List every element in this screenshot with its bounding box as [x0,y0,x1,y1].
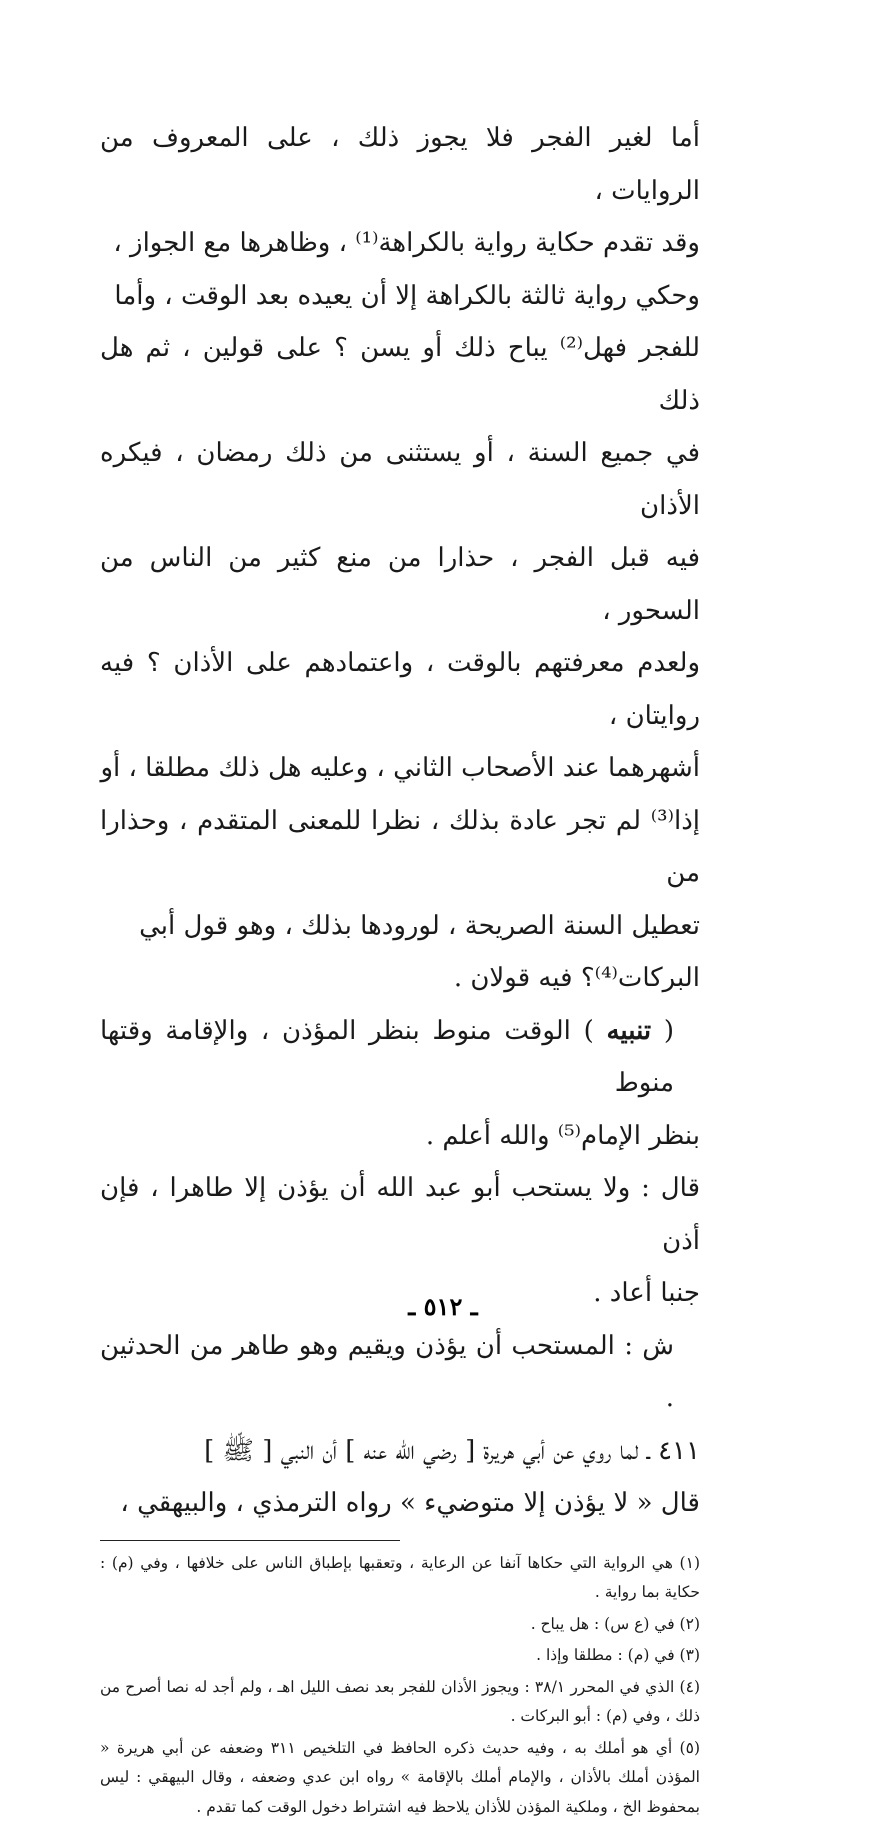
qala-line: قال : ولا يستحب أبو عبد الله أن يؤذن إلا طاهرا ، فإن أذن [100,1173,700,1256]
text-line: بنظر الإمام⁽⁵⁾ والله أعلم . [425,1120,700,1151]
footnote: (٥) أي هو أملك به ، وفيه حديث ذكره الحافظ في التلخيص ٣١١ وضعفه عن أبي هريرة « المؤذن أملك بالأذان ، والإمام أملك بالإقامة » رواه ابن عدي وضعفه ، وقال البيهقي : ليس بمحفوظ الخ ، وملكية المؤذن للأذان يلاحظ فيه اشتراط دخول الوقت كما تقدم . [100,1738,700,1816]
text-line: البركات⁽⁴⁾؟ فيه قولان . [453,963,700,993]
text-line: جنبا أعاد . [593,1278,700,1308]
footnote-rule [100,1540,400,1541]
sharh-line: ش : المستحب أن يؤذن ويقيم وهو طاهر من الحدثين . [100,1330,674,1413]
text-line: للفجر فهل⁽²⁾ يباح ذلك أو يسن ؟ على قولين ، ثم هل ذلك [100,333,700,416]
footnotes [100,1549,700,1823]
text-line: تعطيل السنة الصريحة ، لورودها بذلك ، وهو قول أبي [139,910,700,941]
tanbih-open: ( [651,1015,674,1046]
footnote: (٤) الذي في المحرر ٣٨/١ : ويجوز الأذان للفجر بعد نصف الليل اهـ ، ولم أجد له نصا أصرح من ذلك ، وفي (م) : أبو البركات . [100,1677,700,1725]
hadith-line: ٤١١ ـ لما روي عن أبي هريرة [ رضي الله عنه ] أن النبي [ ﷺ ] [204,1435,700,1466]
tanbih-line [100,1005,700,1110]
footnote: (١) هي الرواية التي حكاها آنفا عن الرعاية ، وتعقبها بإطباق الناس على خلافها ، وفي (م) : حكاية بما رواية . [100,1553,700,1601]
footnote-separator [100,1540,700,1541]
text-line: أما لغير الفجر فلا يجوز ذلك ، على المعروف من الروايات ، [100,123,700,206]
tanbih-heading: تنبيه [606,1015,652,1046]
text-line: إذا⁽³⁾ لم تجر عادة بذلك ، نظرا للمعنى المتقدم ، وحذارا من [100,805,700,888]
footnote: (٢) في (ع س) : هل يباح . [530,1614,700,1633]
tanbih-close: ) [583,1015,607,1046]
text-line: وحكي رواية ثالثة بالكراهة إلا أن يعيده بعد الوقت ، وأما [114,280,700,311]
hadith-line: قال « لا يؤذن إلا متوضيء » رواه الترمذي ، والبيهقي ، [120,1488,700,1518]
tanbih-text: الوقت منوط بنظر المؤذن ، والإقامة وقتها منوط [100,1015,674,1098]
text-line: فيه قبل الفجر ، حذارا من منع كثير من الناس من السحور ، [100,543,700,626]
footnote: (٣) في (م) : مطلقا وإذا . [536,1646,700,1664]
text-line: ولعدم معرفتهم بالوقت ، واعتمادهم على الأذان ؟ فيه روايتان ، [100,648,700,731]
text-line: أشهرهما عند الأصحاب الثاني ، وعليه هل ذلك مطلقا ، أو [100,753,700,783]
page-number: ـ ٥١٢ ـ [408,1292,478,1321]
text-line: وقد تقدم حكاية رواية بالكراهة⁽¹⁾ ، وظاهرها مع الجواز ، [113,228,700,258]
text-line: في جميع السنة ، أو يستثنى من ذلك رمضان ، فيكره الأذان [100,438,700,521]
page-body [100,112,700,1824]
